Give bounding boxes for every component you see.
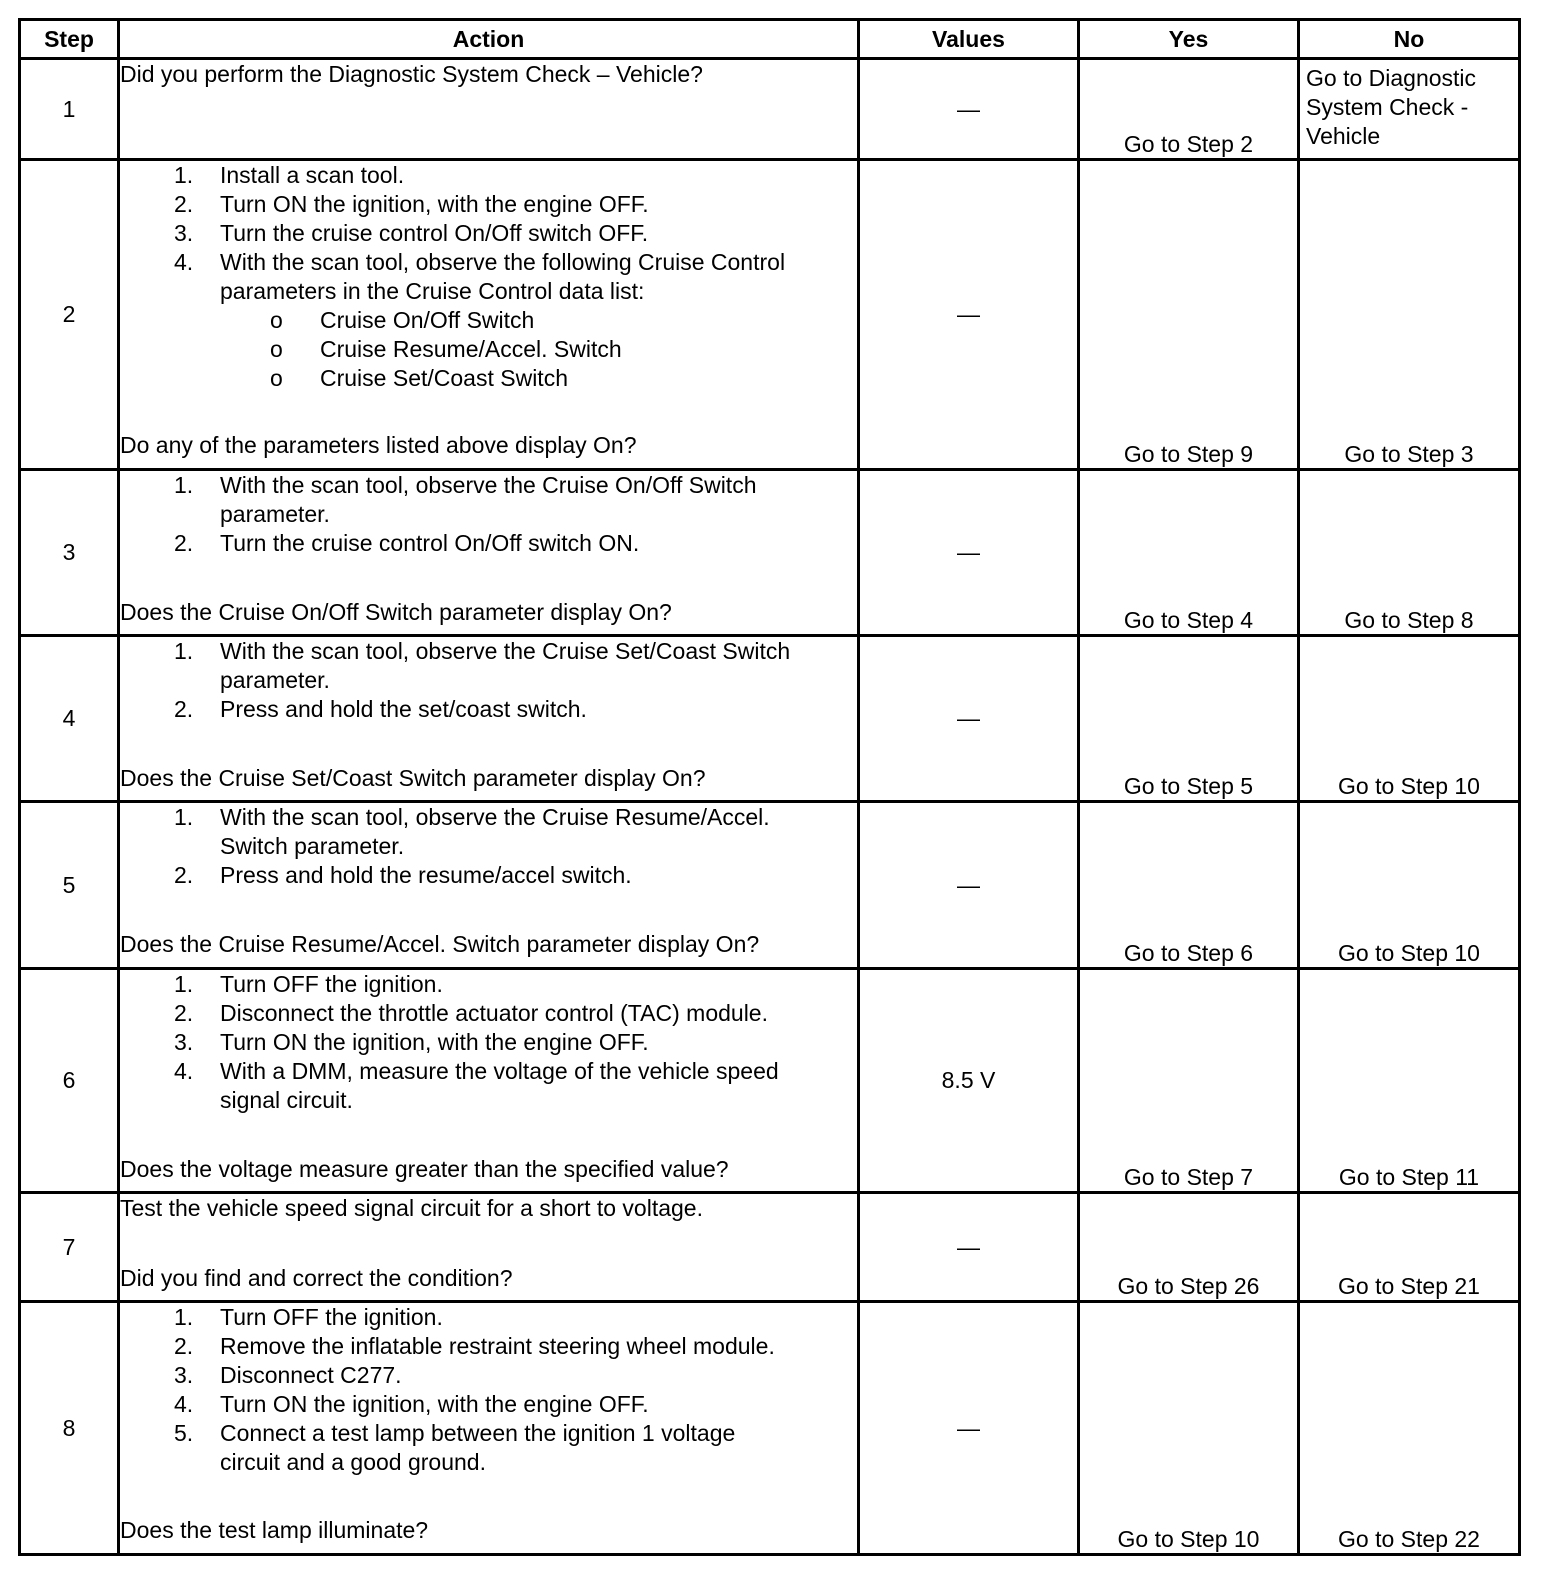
list-item: 3. Disconnect C277. [174, 1362, 402, 1389]
table-row [20, 1193, 1520, 1302]
yes-cell: Go to Step 5 [1079, 636, 1299, 802]
value-cell: — [859, 469, 1079, 635]
bullet-icon: o [270, 307, 283, 334]
value-cell: — [859, 59, 1079, 160]
action-steps [120, 1303, 857, 1477]
action-cell [119, 1302, 859, 1555]
yes-cell: Go to Step 7 [1079, 968, 1299, 1192]
step-number: 2 [20, 160, 119, 470]
action-question: Does the Cruise On/Off Switch parameter display On? [120, 598, 672, 625]
list-item: 1. Install a scan tool. [174, 162, 405, 189]
list-item: 1. With the scan tool, observe the Cruise Set/Coast Switch parameter. [174, 638, 791, 694]
step-number: 3 [20, 469, 119, 635]
list-item: 4. Turn ON the ignition, with the engine OFF. [174, 1391, 649, 1418]
yes-cell: Go to Step 26 [1079, 1193, 1299, 1302]
list-item: 1. With the scan tool, observe the Cruise Resume/Accel. Switch parameter. [174, 804, 770, 860]
list-item: 1. Turn OFF the ignition. [174, 1304, 443, 1331]
list-item: 1. With the scan tool, observe the Cruise On/Off Switch parameter. [174, 471, 757, 527]
step-number: 7 [20, 1193, 119, 1302]
list-item: 2. Turn ON the ignition, with the engine OFF. [174, 191, 649, 218]
yes-cell: Go to Step 9 [1079, 160, 1299, 470]
value-cell: — [859, 1302, 1079, 1555]
no-cell: Go to Step 11 [1299, 968, 1520, 1192]
step-number: 5 [20, 802, 119, 968]
action-cell [119, 802, 859, 968]
table-row [20, 968, 1520, 1192]
list-item: 3. Turn the cruise control On/Off switch OFF. [174, 220, 649, 247]
list-item: o Cruise On/Off Switch [120, 306, 857, 335]
header-values: Values [859, 20, 1079, 59]
step-number: 8 [20, 1302, 119, 1555]
no-cell: Go to Step 10 [1299, 802, 1520, 968]
sub-list [120, 306, 857, 393]
action-cell [119, 59, 859, 160]
action-cell [119, 1193, 859, 1302]
no-cell: Go to Step 3 [1299, 160, 1520, 470]
no-cell: Go to Step 8 [1299, 469, 1520, 635]
yes-cell: Go to Step 4 [1079, 469, 1299, 635]
action-question: Do any of the parameters listed above display On? [120, 432, 637, 459]
action-question: Does the Cruise Resume/Accel. Switch parameter display On? [120, 931, 760, 958]
table-row [20, 1302, 1520, 1555]
list-item: 2. Turn the cruise control On/Off switch ON. [174, 529, 640, 556]
header-no: No [1299, 20, 1520, 59]
action-question: Does the test lamp illuminate? [120, 1517, 429, 1544]
table-row [20, 802, 1520, 968]
header-action: Action [119, 20, 859, 59]
action-steps [120, 637, 857, 724]
action-question: Did you perform the Diagnostic System Check – Vehicle? [120, 61, 703, 87]
action-question: Does the Cruise Set/Coast Switch parameter display On? [120, 765, 706, 792]
value-cell: — [859, 802, 1079, 968]
no-line: System Check - [1306, 94, 1469, 120]
no-cell: Go to Step 10 [1299, 636, 1520, 802]
header-row [20, 20, 1520, 59]
bullet-icon: o [270, 365, 283, 392]
header-step: Step [20, 20, 119, 59]
value-cell: — [859, 1193, 1079, 1302]
action-cell [119, 968, 859, 1192]
step-number: 4 [20, 636, 119, 802]
action-steps [120, 471, 857, 558]
action-cell [119, 160, 859, 470]
no-cell: Go to Step 21 [1299, 1193, 1520, 1302]
value-cell: 8.5 V [859, 968, 1079, 1192]
no-cell: Go to Step 22 [1299, 1302, 1520, 1555]
diagnostic-table [18, 18, 1521, 1556]
value-cell: — [859, 636, 1079, 802]
table-row [20, 160, 1520, 470]
list-item: 3. Turn ON the ignition, with the engine OFF. [174, 1028, 649, 1055]
value-cell: — [859, 160, 1079, 470]
table-row [20, 636, 1520, 802]
yes-cell: Go to Step 10 [1079, 1302, 1299, 1555]
no-line: Go to Diagnostic [1306, 65, 1477, 91]
list-item: o Cruise Set/Coast Switch [120, 364, 857, 393]
no-line: Vehicle [1306, 123, 1381, 149]
step-number: 6 [20, 968, 119, 1192]
action-steps [120, 161, 857, 306]
action-cell [119, 469, 859, 635]
action-cell [119, 636, 859, 802]
list-item: 5. Connect a test lamp between the ignition 1 voltage circuit and a good ground. [174, 1420, 736, 1476]
table-row [20, 469, 1520, 635]
list-item: 2. Press and hold the resume/accel switch. [174, 862, 632, 889]
list-item: 4. With a DMM, measure the voltage of the vehicle speed signal circuit. [174, 1057, 779, 1113]
list-item: 4. With the scan tool, observe the following Cruise Control parameters in the Cruise Control data list: [174, 249, 786, 305]
yes-cell: Go to Step 2 [1079, 59, 1299, 160]
action-question: Did you find and correct the condition? [120, 1265, 513, 1292]
list-item: o Cruise Resume/Accel. Switch [120, 335, 857, 364]
no-cell [1299, 59, 1520, 160]
list-item: 2. Remove the inflatable restraint steering wheel module. [174, 1333, 775, 1360]
list-item: 2. Disconnect the throttle actuator control (TAC) module. [174, 999, 768, 1026]
list-item: 2. Press and hold the set/coast switch. [174, 696, 587, 723]
action-steps [120, 803, 857, 890]
table-row [20, 59, 1520, 160]
action-steps [120, 970, 857, 1115]
step-number: 1 [20, 59, 119, 160]
yes-cell: Go to Step 6 [1079, 802, 1299, 968]
action-text: Test the vehicle speed signal circuit for a short to voltage. [120, 1195, 703, 1222]
list-item: 1. Turn OFF the ignition. [174, 970, 443, 997]
action-question: Does the voltage measure greater than the specified value? [120, 1155, 729, 1182]
header-yes: Yes [1079, 20, 1299, 59]
bullet-icon: o [270, 336, 283, 363]
